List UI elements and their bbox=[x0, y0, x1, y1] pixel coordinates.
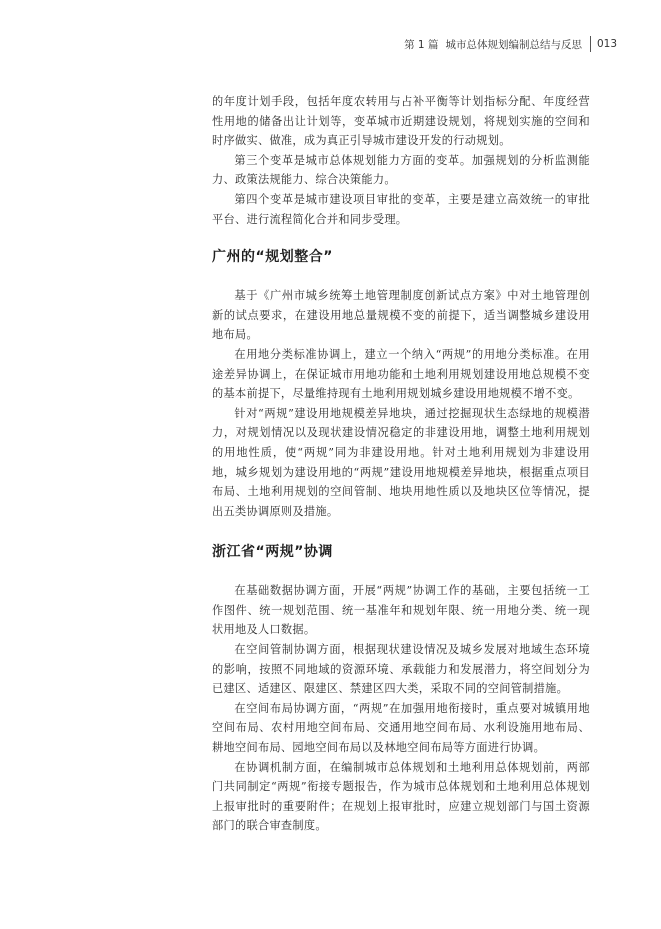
paragraph: 在空间布局协调方面，“两规”在加强用地衔接时，重点要对城镇用地空间布局、农村用地空间布局、交通用地空间布局、水利设施用地布局、耕地空间布局、园地空间布局以及林地空间布局等方面进行协调。 bbox=[212, 701, 590, 755]
header-divider bbox=[590, 36, 591, 52]
header-chapter-title: 城市总体规划编制总结与反思 bbox=[445, 38, 582, 51]
paragraph: 在协调机制方面，在编制城市总体规划和土地利用总体规划前，两部门共同制定“两规”衔接专题报告，作为城市总体规划和土地利用总体规划上报审批时的重要附件；在规划上报审批时，应建立规划部门与国土资源部门的联合审查制度。 bbox=[212, 760, 590, 833]
page-body bbox=[212, 92, 590, 836]
page-number: 013 bbox=[596, 38, 617, 50]
paragraph: 在空间管制协调方面，根据现状建设情况及城乡发展对地域生态环境的影响，按照不同地域的资源环境、承载能力和发展潜力，将空间划分为已建区、适建区、限建区、禁建区四大类，采取不同的空间管制措施。 bbox=[212, 643, 590, 696]
paragraph: 在用地分类标准协调上，建立一个纳入“两规”的用地分类标准。在用途差异协调上，在保证城市用地功能和土地利用规划建设用地总规模不变的基本前提下，尽量维持现有土地利用规划城乡建设用地规模不增不变。 bbox=[212, 347, 590, 401]
running-header bbox=[404, 36, 617, 52]
header-part: 第 1 篇 bbox=[404, 38, 439, 51]
paragraph: 基于《广州市城乡统筹土地管理制度创新试点方案》中对土地管理创新的试点要求，在建设用地总量规模不变的前提下，适当调整城乡建设用地布局。 bbox=[212, 289, 590, 342]
paragraph: 第四个变革是城市建设项目审批的变革，主要是建立高效统一的审批平台、进行流程简化合并和同步受理。 bbox=[212, 192, 590, 226]
section-heading-guangzhou: 广州的“规划整合” bbox=[212, 249, 333, 266]
section-heading-zhejiang: 浙江省“两规”协调 bbox=[212, 544, 333, 561]
paragraph: 针对“两规”建设用地规模差异地块，通过挖掘现状生态绿地的规模潜力，对规划情况以及现状建设情况稳定的非建设用地，调整土地利用规划的用地性质，使“两规”同为非建设用地。针对土地利用规划为非建设用地，城乡规划为建设用地的“两规”建设用地规模差异地块，根据重点项目布局、土地利用规划的空间管制、地块用地性质以及地块区位等情况，提出五类协调原则及措施。 bbox=[212, 406, 590, 518]
paragraph: 在基础数据协调方面，开展“两规”协调工作的基础，主要包括统一工作图件、统一规划范围、统一基准年和规划年限、统一用地分类、统一现状用地及人口数据。 bbox=[212, 584, 590, 637]
continued-paragraph: 的年度计划手段，包括年度农转用与占补平衡等计划指标分配、年度经营性用地的储备出让计划等，变革城市近期建设规划，将规划实施的空间和时序做实、做准，成为真正引导城市建设开发的行动规划。 bbox=[212, 95, 590, 148]
paragraph: 第三个变革是城市总体规划能力方面的变革。加强规划的分析监测能力、政策法规能力、综合决策能力。 bbox=[212, 153, 590, 187]
